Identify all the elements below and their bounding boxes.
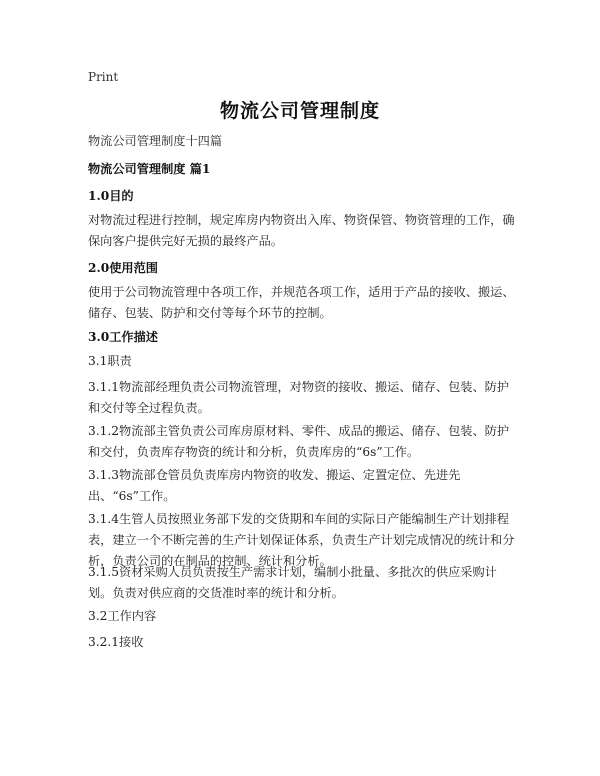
subsection-responsibilities: 3.1职责 bbox=[88, 354, 132, 368]
section-heading-purpose: 1.0目的 bbox=[88, 189, 134, 203]
article-heading: 物流公司管理制度 篇1 bbox=[88, 162, 211, 176]
paragraph-3-1-5: 3.1.5资材采购人员负责按生产需求计划，编制小批量、多批次的供应采购计划。负责对供应商的交货准时率的统计和分析。 bbox=[88, 565, 497, 600]
section-body-scope: 使用于公司物流管理中各项工作，并规范各项工作，适用于产品的接收、搬运、储存、包装、防护和交付等每个环节的控制。 bbox=[88, 285, 515, 320]
paragraph-3-1-3: 3.1.3物流部仓管员负责库房内物资的收发、搬运、定置定位、先进先出、“6s”工作。 bbox=[88, 468, 461, 503]
section-body-purpose: 对物流过程进行控制，规定库房内物资出入库、物资保管、物资管理的工作，确保向客户提供完好无损的最终产品。 bbox=[88, 213, 515, 248]
paragraph-3-1-1: 3.1.1物流部经理负责公司物流管理，对物资的接收、搬运、储存、包装、防护和交付等全过程负责。 bbox=[88, 380, 510, 415]
paragraph-3-1-4: 3.1.4生管人员按照业务部下发的交货期和车间的实际日产能编制生产计划排程表，建立一个不断完善的生产计划保证体系，负责生产计划完成情况的统计和分析，负责公司的在制品的控制、统计和分析。 bbox=[88, 512, 515, 568]
subsection-receiving: 3.2.1接收 bbox=[88, 635, 144, 649]
section-heading-work-description: 3.0工作描述 bbox=[88, 330, 158, 344]
paragraph-3-1-2: 3.1.2物流部主管负责公司库房原材料、零件、成品的搬运、储存、包装、防护和交付，负责库存物资的统计和分析，负责库房的“6s”工作。 bbox=[88, 424, 510, 459]
subsection-work-content: 3.2工作内容 bbox=[88, 609, 157, 623]
print-label: Print bbox=[88, 70, 119, 84]
document-subtitle: 物流公司管理制度十四篇 bbox=[88, 134, 223, 148]
page-title: 物流公司管理制度 bbox=[219, 100, 380, 122]
section-heading-scope: 2.0使用范围 bbox=[88, 261, 158, 275]
